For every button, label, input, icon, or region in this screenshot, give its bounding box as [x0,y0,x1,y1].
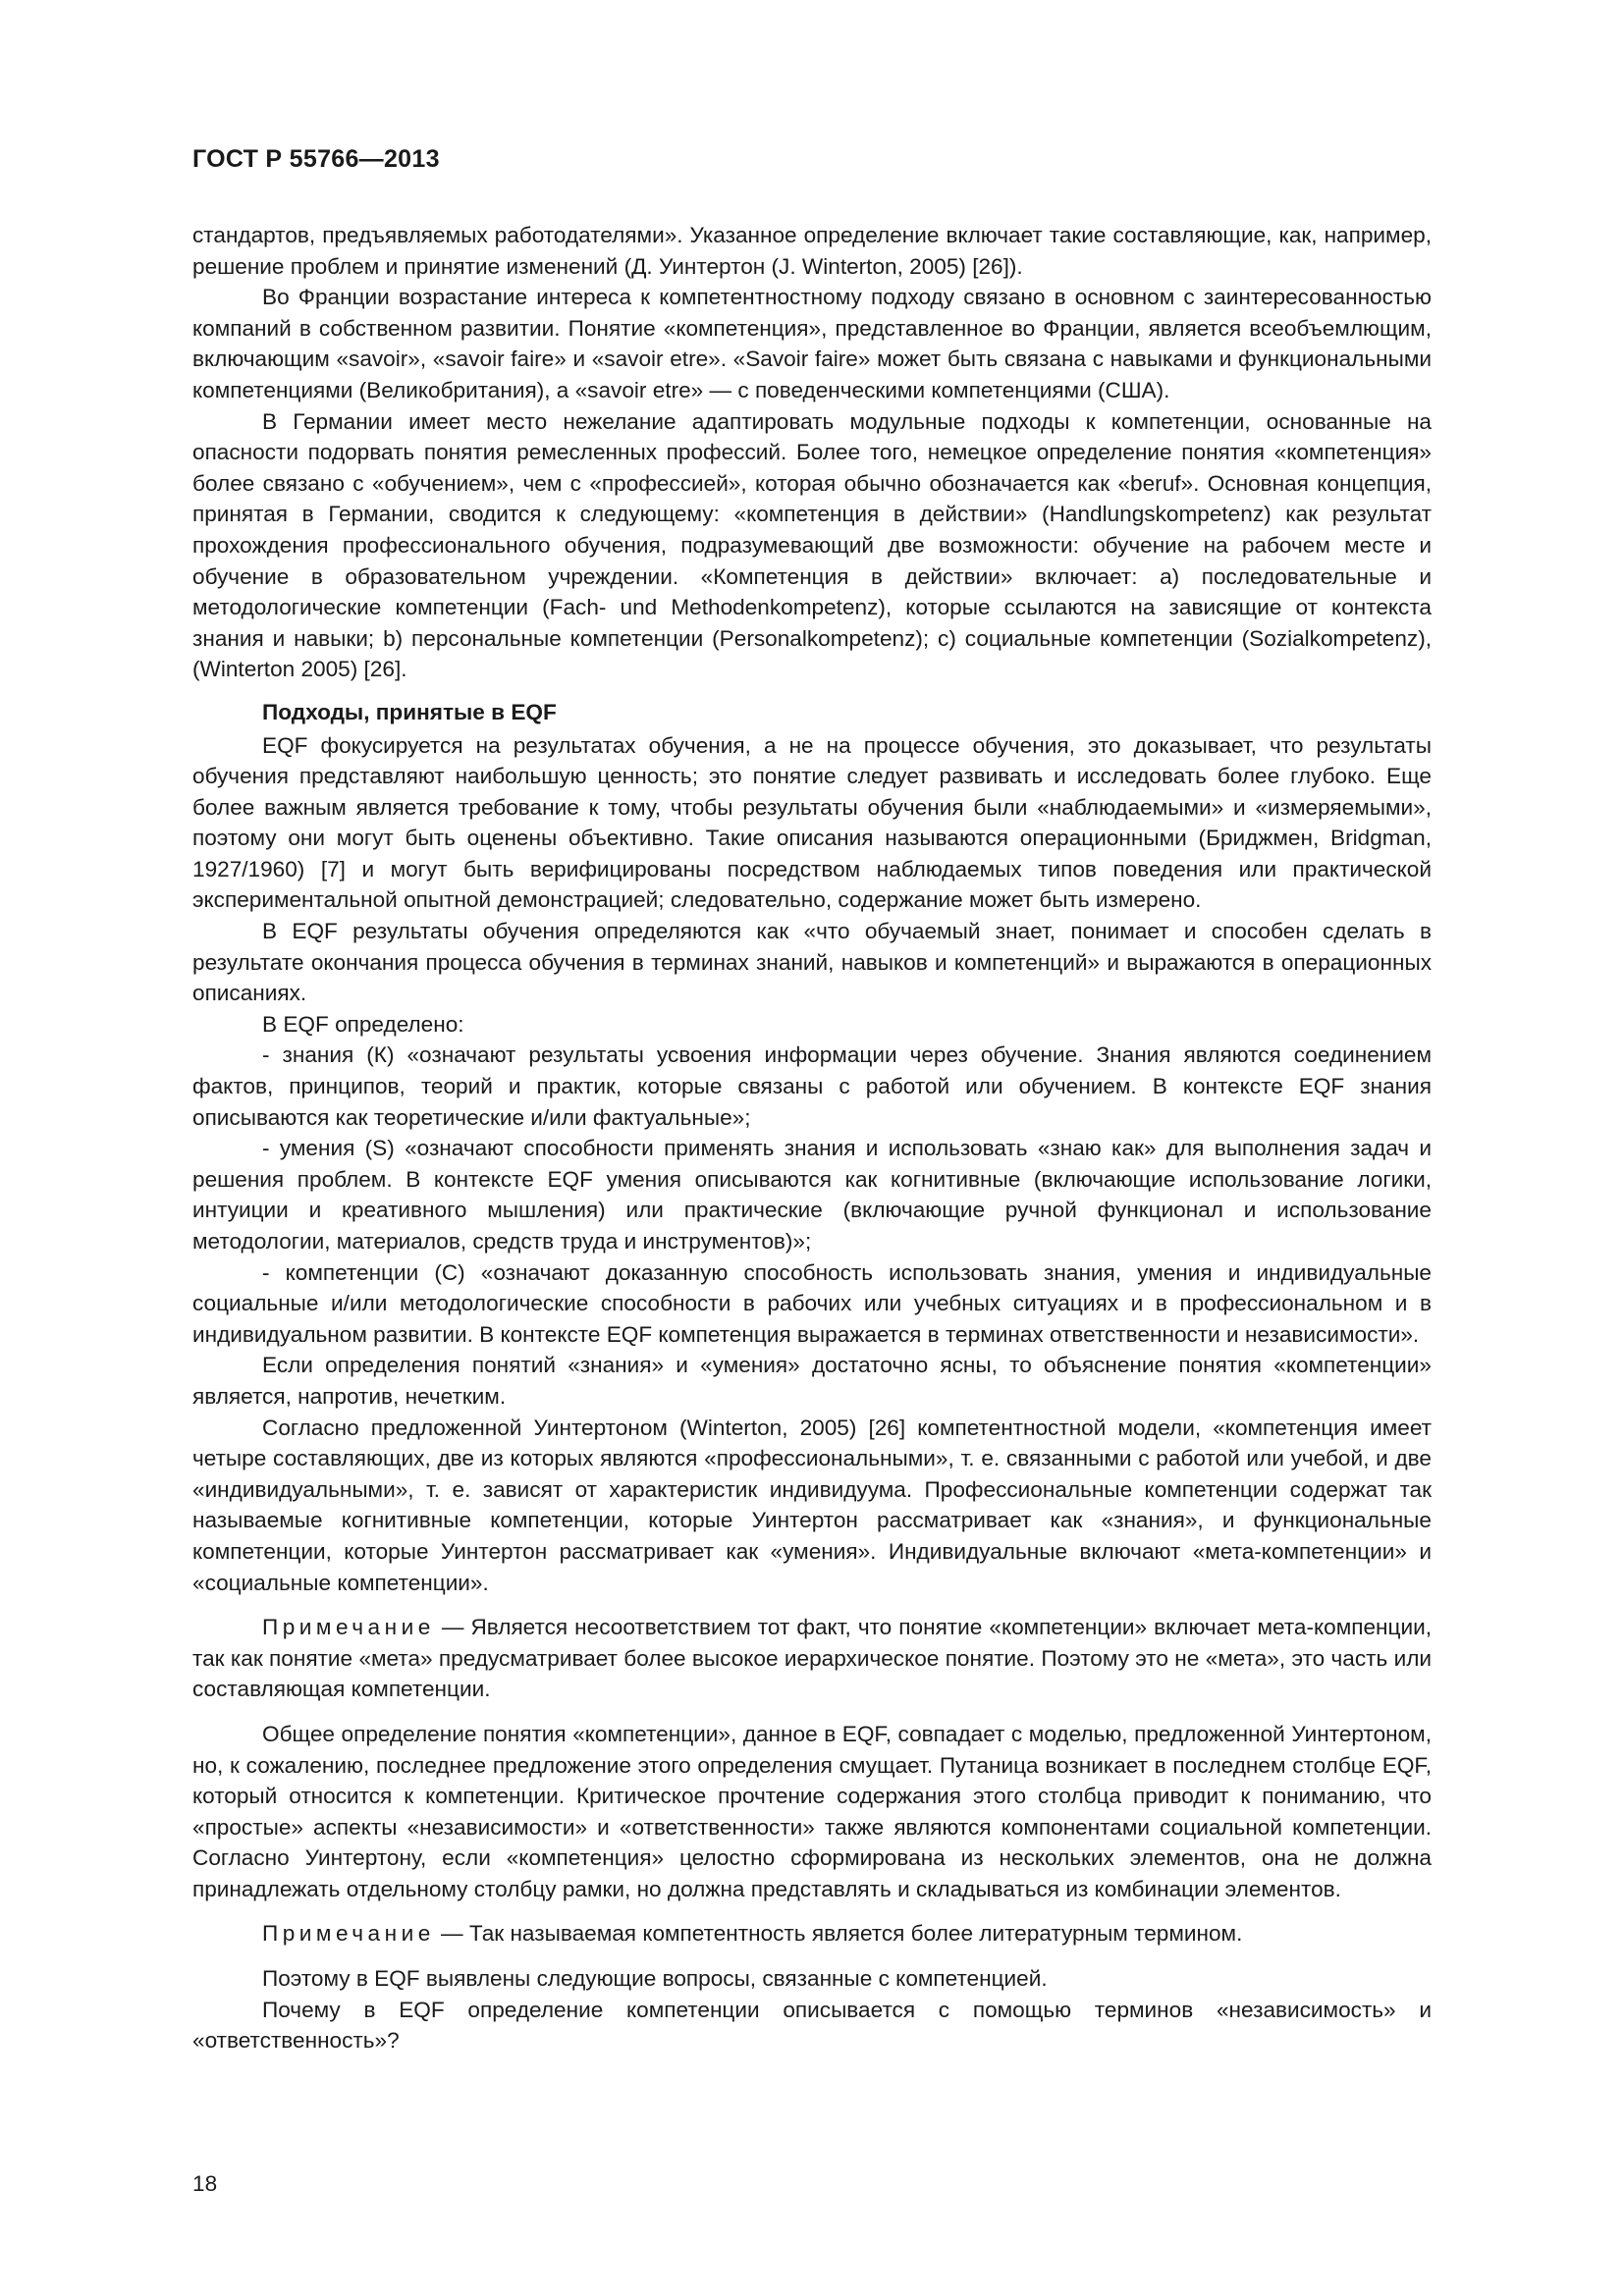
paragraph: Почему в EQF определение компетенции описывается с помощью терминов «независимость» и «ответственность»? [192,1997,1432,2054]
paragraph: Общее определение понятия «компетенции», данное в EQF, совпадает с моделью, предложенной Уинтертоном, но, к сожалению, последнее предложение этого определения смущает. Путаница возникает в последнем столбце EQF, который относится к компетенции. Критическое прочтение содержания этого столбца приводит к пониманию, что «простые» аспекты «независимости» и «ответственности» также являются компонентами социальной компетенции. Согласно Уинтертону, если «компетенция» целостно сформирована из нескольких элементов, она не должна принадлежать отдельному столбцу рамки, но должна представлять и складываться из комбинации элементов. [192,1721,1432,1901]
paragraph: стандартов, предъявляемых работодателями». Указанное определение включает такие составляющие, как, например, решение проблем и принятие изменений (Д. Уинтертон (J. Winterton, 2005) [26]). [192,223,1432,279]
section-heading: Подходы, принятые в EQF [262,699,557,724]
paragraph: Во Франции возрастание интереса к компетентностному подходу связано в основном с заинтересованностью компаний в собственном развитии. Понятие «компетенция», представленное во Франции, является всеобъемлющим, включающим «savoir», «savoir faire» и «savoir etre». «Savoir faire» может быть связана с навыками и функциональными компетенциями (Великобритания), а «savoir etre» — с поведенческими компетенциями (США). [192,285,1432,402]
note-label: Примечание [262,1615,435,1640]
paragraph: Если определения понятий «знания» и «умения» достаточно ясны, то объяснение понятия «компетенции» является, напротив, нечетким. [192,1353,1432,1409]
paragraph: В EQF определено: [262,1011,464,1037]
list-item: - умения (S) «означают способности применять знания и использовать «знаю как» для выполнения задач и решения проблем. В контексте EQF умения описываются как когнитивные (включающие использование логики, интуиции и креативного мышления) или практические (включающие ручной функционал и использование методологии, материалов, средств труда и инструментов)»; [192,1136,1432,1254]
paragraph: В Германии имеет место нежелание адаптировать модульные подходы к компетенции, основанные на опасности подорвать понятия ремесленных профессий. Более того, немецкое определение понятия «компетенция» более связано с «обучением», чем с «профессией», которая обычно обозначается как «beruf». Основная концепция, принятая в Германии, сводится к следующему: «компетенция в действии» (Handlungskompetenz) как результат прохождения профессионального обучения, подразумевающий две возможности: обучение на рабочем месте и обучение в образовательном учреждении. «Компетенция в действии» включает: a) последовательные и методологические компетенции (Fach- und Methodenkompetenz), которые ссылаются на зависящие от контекста знания и навыки; b) персональные компетенции (Personalkompetenz); c) социальные компетенции (Sozialkompetenz), (Winterton 2005) [26]. [192,408,1432,682]
list-item: - компетенции (С) «означают доказанную способность использовать знания, умения и индивидуальные социальные и/или методологические способности в рабочих или учебных ситуациях и в профессиональном и в индивидуальном развитии. В контексте EQF компетенция выражается в терминах ответственности и независимости». [192,1259,1432,1347]
paragraph: Согласно предложенной Уинтертоном (Winterton, 2005) [26] компетентностной модели, «компетенция имеет четыре составляющих, две из которых являются «профессиональными», т. е. связанными с работой или учебой, и две «индивидуальными», т. е. зависят от характеристик индивидуума. Профессиональные компетенции содержат так называемые когнитивные компетенции, которые Уинтертон рассматривает как «знания», и функциональные компетенции, которые Уинтертон рассматривает как «умения». Индивидуальные включают «мета-компетенции» и «социальные компетенции». [192,1415,1432,1595]
standard-header: ГОСТ Р 55766—2013 [192,145,440,173]
note-label: Примечание [262,1921,435,1947]
body-text [192,220,1432,2056]
note-text: — Является несоответствием тот факт, что понятие «компетенции» включает мета-компенции, так как понятие «мета» предусматривает более высокое иерархическое понятие. Поэтому это не «мета», это часть или составляющая компетенции. [192,1615,1432,1702]
note [192,1612,1432,1705]
paragraph: Поэтому в EQF выявлены следующие вопросы, связанные с компетенцией. [262,1966,1048,1992]
note-text: — Так называемая компетентность является более литературным термином. [434,1921,1243,1947]
paragraph: EQF фокусируется на результатах обучения, а не на процессе обучения, это доказывает, что результаты обучения представляют наибольшую ценность; это понятие следует развивать и исследовать более глубоко. Еще более важным является требование к тому, чтобы результаты обучения были «наблюдаемыми» и «измеряемыми», поэтому они могут быть оценены объективно. Такие описания называются операционными (Бриджмен, Bridgman, 1927/1960) [7] и могут быть верифицированы посредством наблюдаемых типов поведения или практической экспериментальной опытной демонстрацией; следовательно, содержание может быть измерено. [192,732,1432,913]
list-item: - знания (К) «означают результаты усвоения информации через обучение. Знания являются соединением фактов, принципов, теорий и практик, которые связаны с работой или обучением. В контексте EQF знания описываются как теоретические и/или фактуальные»; [192,1042,1432,1130]
page-number: 18 [192,2171,218,2196]
paragraph: В EQF результаты обучения определяются как «что обучаемый знает, понимает и способен сделать в результате окончания процесса обучения в терминах знаний, навыков и компетенций» и выражаются в операционных описаниях. [192,919,1432,1006]
note [192,1918,1432,1949]
